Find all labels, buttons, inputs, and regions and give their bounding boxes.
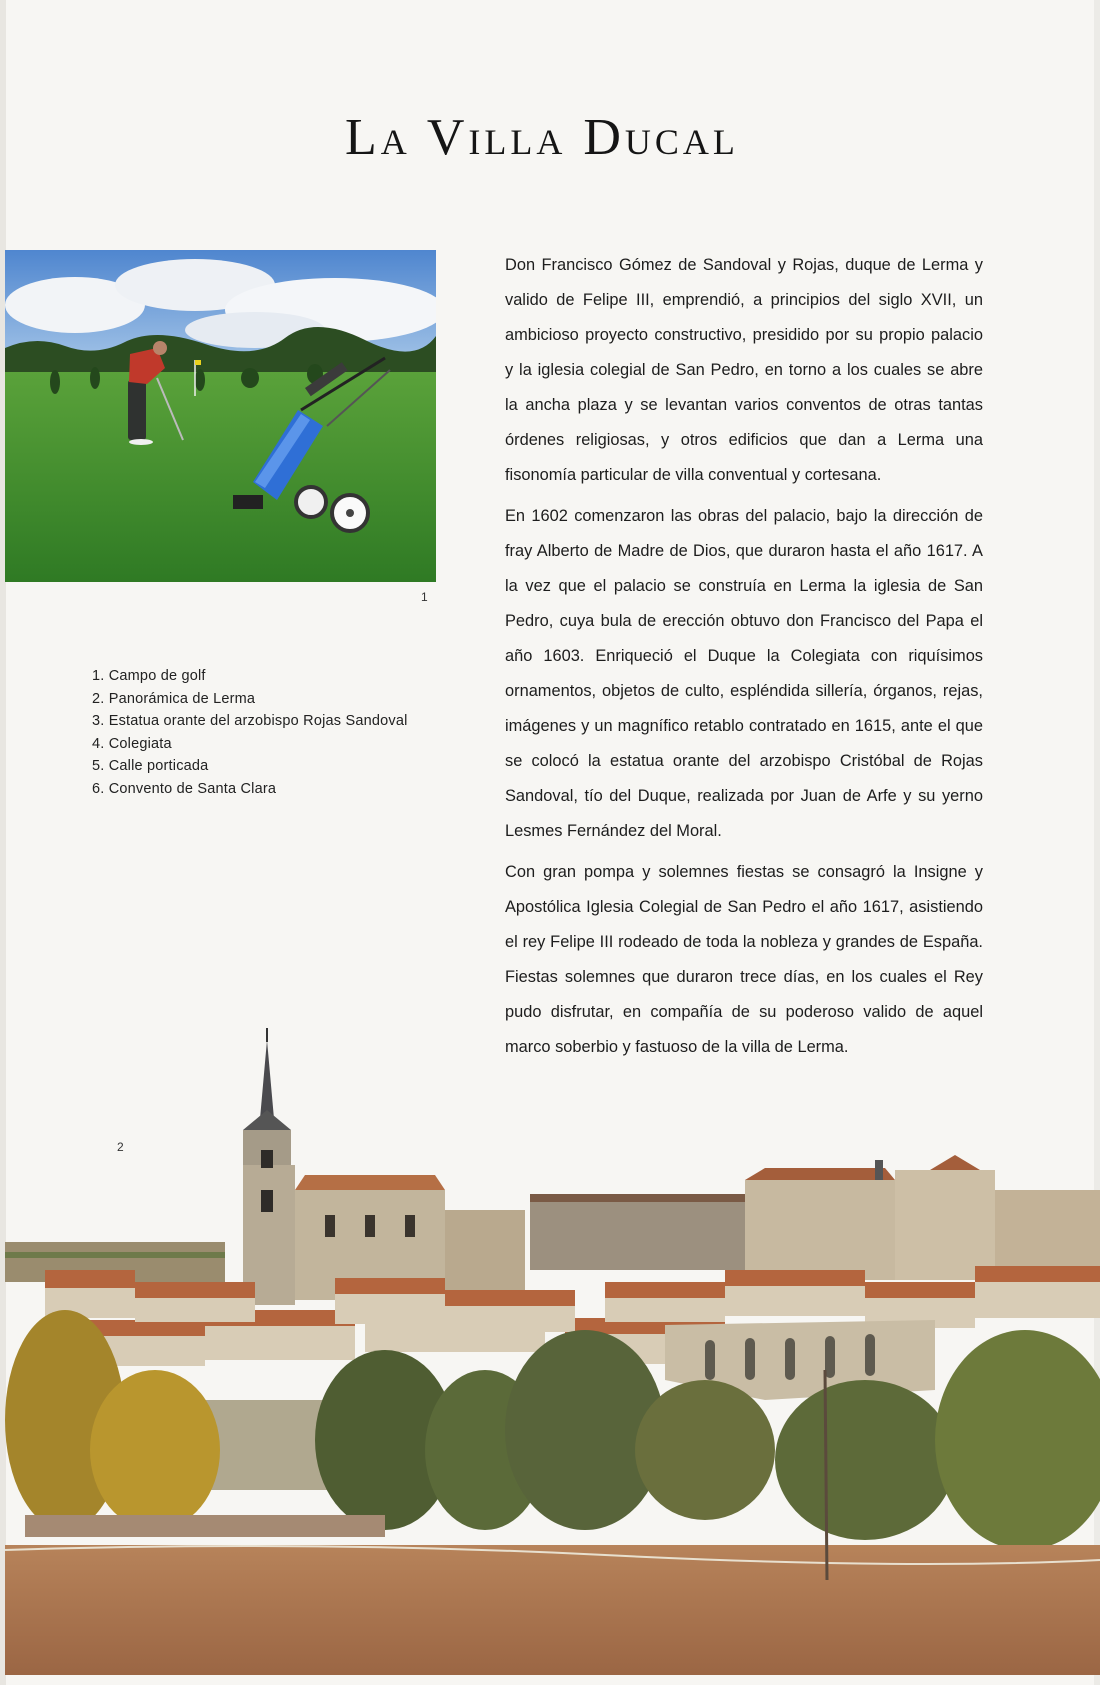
- figure-number-golf: 1: [421, 590, 428, 604]
- lerma-panorama-photo: [5, 1020, 1100, 1675]
- golf-course-photo: [5, 250, 436, 582]
- figure-captions: [92, 665, 432, 800]
- body-paragraph: Con gran pompa y solemnes fiestas se consagró la Insigne y Apostólica Iglesia Colegial de San Pedro el año 1617, asistiendo el rey Felipe III rodeado de toda la nobleza y grandes de España. Fiestas solemnes que duraron trece días, en los cuales el Rey pudo disfrutar, en compañía de su poderoso valido de aquel marco soberbio y fastuoso de la villa de Lerma.: [505, 863, 983, 1056]
- body-text: [505, 248, 983, 1071]
- caption-item: 6. Convento de Santa Clara: [92, 780, 277, 797]
- page-title: La Villa Ducal: [345, 109, 739, 166]
- caption-item: 3. Estatua orante del arzobispo Rojas Sandoval: [92, 713, 408, 729]
- body-paragraph: En 1602 comenzaron las obras del palacio, bajo la dirección de fray Alberto de Madre de Dios, que duraron hasta el año 1617. A la vez que el palacio se construía en Lerma la iglesia de San Pedro, cuya bula de erección obtuvo don Francisco del Papa el año 1603. Enriqueció el Duque la Colegiata con riquísimos ornamentos, objetos de culto, espléndida sillería, órganos, rejas, imágenes y un magnífico retablo contratado en 1615, ante el que se colocó la estatua orante del arzobispo Cristóbal de Rojas Sandoval, tío del Duque, realizada por Juan de Arfe y su yerno Lesmes Fernández del Moral.: [505, 507, 983, 840]
- caption-item: 5. Calle porticada: [92, 758, 209, 774]
- caption-item: 4. Colegiata: [92, 735, 172, 752]
- body-paragraph: Don Francisco Gómez de Sandoval y Rojas, duque de Lerma y valido de Felipe III, emprendió, a principios del siglo XVII, un ambicioso proyecto constructivo, presidido por su propio palacio y la iglesia colegial de San Pedro, en torno a los cuales se abre la ancha plaza y se levantan varios conventos de otras tantas órdenes religiosas, y otros edificios que dan a Lerma una fisonomía particular de villa conventual y cortesana.: [505, 256, 983, 484]
- caption-item: 2. Panorámica de Lerma: [92, 690, 256, 707]
- caption-item: 1. Campo de golf: [92, 668, 206, 684]
- figure-number-panorama: 2: [117, 1140, 124, 1154]
